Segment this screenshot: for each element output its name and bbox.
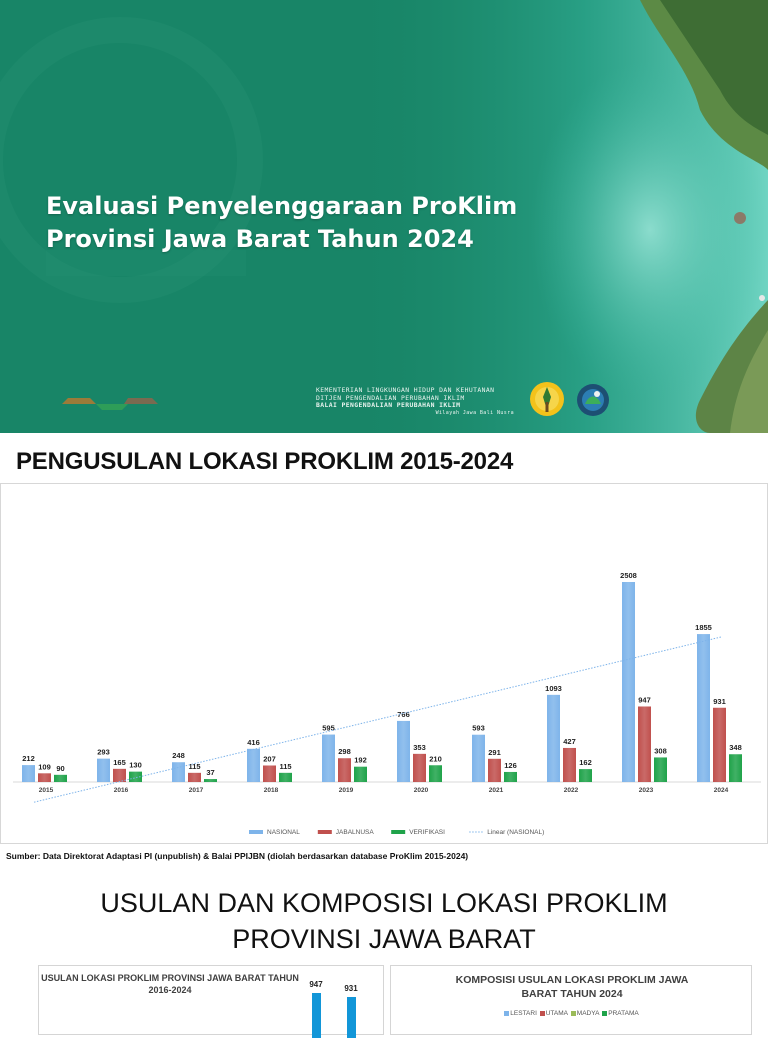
usulan-bar: [347, 997, 356, 1038]
chart-source-note: Sumber: Data Direktorat Adaptasi PI (unpublish) & Balai PPIJBN (diolah berdasarkan database ProKlim 2015-2024): [6, 851, 469, 861]
data-label-jabalnusa-2018: 207: [263, 754, 276, 764]
x-tick-label-2023: 2023: [638, 787, 654, 794]
bar-verifikasi-2021: [504, 772, 517, 782]
data-label-nasional-2024: 1855: [695, 623, 712, 633]
bar-nasional-2022: [547, 695, 560, 782]
bar-jabalnusa-2017: [188, 773, 201, 782]
title-slide: [0, 0, 768, 433]
title-line-1: Evaluasi Penyelenggaraan ProKlim: [46, 192, 518, 220]
bar-jabalnusa-2019: [338, 758, 351, 782]
usulan-value-label: 931: [344, 984, 358, 993]
bar-nasional-2016: [97, 759, 110, 782]
bar-jabalnusa-2020: [413, 754, 426, 782]
data-label-jabalnusa-2019: 298: [338, 747, 351, 757]
bar-jabalnusa-2022: [563, 748, 576, 782]
chart-slide: [0, 440, 768, 870]
bar-verifikasi-2022: [579, 769, 592, 782]
composition-slide-heading: [0, 885, 768, 957]
trendline-nasional: [34, 637, 721, 802]
bar-jabalnusa-2024: [713, 708, 726, 782]
data-label-nasional-2015: 212: [22, 754, 35, 764]
data-label-verifikasi-2021: 126: [504, 760, 517, 770]
data-label-jabalnusa-2020: 353: [413, 742, 426, 752]
legend-swatch-utama: [540, 1011, 545, 1016]
bar-nasional-2015: [22, 765, 35, 782]
bar-verifikasi-2024: [729, 754, 742, 782]
data-label-verifikasi-2018: 115: [279, 761, 292, 771]
bar-verifikasi-2023: [654, 757, 667, 782]
proklim-logo: [575, 382, 611, 418]
komposisi-chart-panel: [390, 965, 752, 1035]
bar-verifikasi-2019: [354, 767, 367, 782]
x-tick-label-2016: 2016: [113, 787, 129, 794]
ministry-text: [316, 387, 526, 417]
bar-verifikasi-2015: [54, 775, 67, 782]
legend-label-utama: UTAMA: [545, 1010, 568, 1017]
bar-jabalnusa-2023: [638, 706, 651, 782]
data-label-verifikasi-2020: 210: [429, 754, 442, 764]
proklim-bar-chart: [1, 484, 767, 843]
bar-jabalnusa-2016: [113, 769, 126, 782]
usulan-value-label: 947: [309, 980, 323, 989]
komposisi-chart-title: [391, 973, 753, 1001]
data-label-nasional-2021: 593: [472, 723, 485, 733]
bar-jabalnusa-2015: [38, 773, 51, 782]
data-label-jabalnusa-2021: 291: [488, 747, 501, 757]
x-tick-label-2020: 2020: [413, 787, 429, 794]
presentation-title: [46, 190, 606, 256]
data-label-nasional-2023: 2508: [620, 571, 637, 580]
title-line-2: Provinsi Jawa Barat Tahun 2024: [46, 225, 474, 253]
x-tick-label-2024: 2024: [713, 787, 729, 794]
komposisi-legend: [391, 1010, 753, 1017]
legend-label-nasional: NASIONAL: [267, 829, 300, 836]
ministry-line-2: DITJEN PENGENDALIAN PERUBAHAN IKLIM: [316, 393, 465, 402]
ministry-logo: [528, 380, 566, 418]
data-label-nasional-2016: 293: [97, 747, 110, 757]
legend-swatch-pratama: [602, 1011, 607, 1016]
chart-frame: [0, 483, 768, 844]
data-label-jabalnusa-2016: 165: [113, 757, 126, 767]
bar-verifikasi-2017: [204, 779, 217, 782]
data-label-nasional-2017: 248: [172, 751, 185, 761]
legend-swatch-jabalnusa: [318, 830, 332, 834]
legend-label-pratama: PRATAMA: [608, 1010, 639, 1017]
data-label-jabalnusa-2024: 931: [713, 696, 726, 706]
bar-nasional-2023: [622, 582, 635, 782]
legend-swatch-nasional: [249, 830, 263, 834]
data-label-nasional-2019: 595: [322, 723, 335, 733]
bar-nasional-2020: [397, 721, 410, 782]
x-tick-label-2018: 2018: [263, 787, 279, 794]
legend-label-trendline: Linear (NASIONAL): [487, 829, 545, 836]
x-tick-label-2015: 2015: [38, 787, 54, 794]
chart-slide-heading: PENGUSULAN LOKASI PROKLIM 2015-2024: [16, 448, 514, 475]
legend-label-lestari: LESTARI: [510, 1010, 537, 1017]
bar-jabalnusa-2021: [488, 759, 501, 782]
x-tick-label-2017: 2017: [188, 787, 204, 794]
x-tick-label-2022: 2022: [563, 787, 579, 794]
usulan-title-line-2: 2016-2024: [148, 985, 192, 995]
legend-swatch-verifikasi: [391, 830, 405, 834]
data-label-verifikasi-2023: 308: [654, 746, 667, 756]
usulan-chart-panel: [38, 965, 384, 1035]
bar-nasional-2024: [697, 634, 710, 782]
bar-nasional-2019: [322, 735, 335, 782]
data-label-verifikasi-2019: 192: [354, 755, 367, 765]
data-label-nasional-2020: 766: [397, 709, 410, 719]
composition-slide: [0, 870, 768, 1024]
bar-jabalnusa-2018: [263, 765, 276, 782]
bar-nasional-2017: [172, 762, 185, 782]
composition-heading-line-1: USULAN DAN KOMPOSISI LOKASI PROKLIM: [100, 888, 668, 918]
legend-label-jabalnusa: JABALNUSA: [335, 829, 374, 836]
data-label-jabalnusa-2023: 947: [638, 695, 651, 705]
komposisi-title-line-1: KOMPOSISI USULAN LOKASI PROKLIM JAWA: [455, 974, 689, 986]
legend-swatch-lestari: [504, 1011, 509, 1016]
bar-verifikasi-2018: [279, 773, 292, 782]
data-label-verifikasi-2022: 162: [579, 758, 592, 768]
usulan-title-line-1: USULAN LOKASI PROKLIM PROVINSI JAWA BARAT TAHUN: [41, 973, 299, 983]
legend-swatch-madya: [571, 1011, 576, 1016]
legend-label-verifikasi: VERIFIKASI: [409, 829, 445, 836]
bar-verifikasi-2020: [429, 765, 442, 782]
ministry-line-1: KEMENTERIAN LINGKUNGAN HIDUP DAN KEHUTANAN: [316, 386, 495, 394]
data-label-jabalnusa-2015: 109: [38, 762, 51, 772]
bar-nasional-2021: [472, 735, 485, 782]
x-tick-label-2019: 2019: [338, 787, 354, 794]
data-label-nasional-2022: 1093: [545, 683, 562, 693]
data-label-verifikasi-2024: 348: [729, 743, 742, 753]
data-label-verifikasi-2016: 130: [129, 760, 142, 770]
x-tick-label-2021: 2021: [488, 787, 504, 794]
usulan-chart-title: [41, 972, 299, 996]
data-label-nasional-2018: 416: [247, 737, 260, 747]
data-label-verifikasi-2017: 37: [206, 768, 215, 778]
komposisi-title-line-2: BARAT TAHUN 2024: [521, 988, 623, 1000]
decorative-chevrons: [62, 392, 162, 414]
data-label-verifikasi-2015: 90: [56, 763, 65, 773]
data-label-jabalnusa-2017: 115: [188, 761, 201, 771]
bar-nasional-2018: [247, 749, 260, 782]
usulan-bar: [312, 993, 321, 1038]
data-label-jabalnusa-2022: 427: [563, 736, 576, 746]
ministry-line-3: BALAI PENGENDALIAN PERUBAHAN IKLIM: [316, 401, 461, 410]
composition-heading-line-2: PROVINSI JAWA BARAT: [232, 924, 536, 954]
ministry-line-4: Wilayah Jawa Bali Nusra: [435, 409, 514, 416]
legend-label-madya: MADYA: [576, 1010, 600, 1017]
